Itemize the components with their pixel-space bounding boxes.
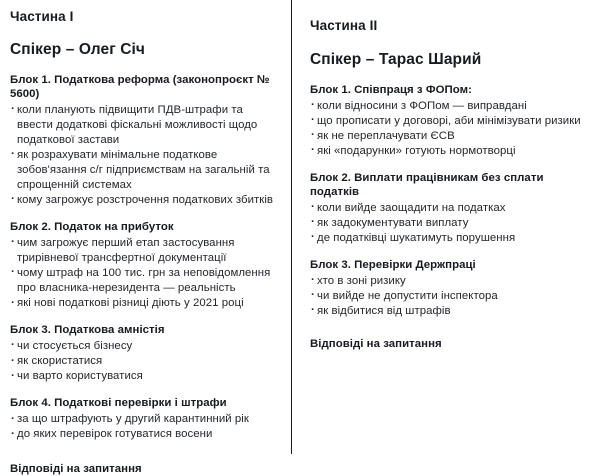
program-column-part-1	[0, 0, 291, 476]
block-heading: Блок 4. Податкові перевірки і штрафи	[10, 397, 227, 410]
list-item: · чому штраф на 100 тис. грн за неповідомлення про власника-нерезидента — реальність	[10, 266, 279, 296]
block-heading: Блок 3. Перевірки Держпраці	[310, 258, 476, 271]
list-item: · за що штрафують у другий карантинний рік	[10, 412, 279, 427]
list-item: · чи стосується бізнесу	[10, 339, 279, 354]
list-item: · де податківці шукатимуть порушення	[310, 231, 590, 246]
program-column-part-2	[291, 0, 600, 454]
list-item: · які «подарунки» готують нормотворці	[310, 144, 590, 159]
list-item: · до яких перевірок готуватися восени	[10, 427, 279, 442]
program-block	[310, 84, 590, 159]
list-item: · як скористатися	[10, 354, 279, 369]
list-item: · хто в зоні ризику	[310, 274, 590, 289]
program-block	[10, 221, 279, 311]
program-block	[10, 74, 279, 208]
block-items	[310, 99, 590, 159]
block-heading: Блок 2. Податок на прибуток	[10, 220, 174, 233]
list-item: · як розрахувати мінімальне податкове зобов'язання с/г підприємствам на загальній та спрощенній системах	[10, 148, 279, 193]
list-item: · коли відносини з ФОПом — виправдані	[310, 99, 590, 114]
list-item: · кому загрожує розстрочення податкових збитків	[10, 193, 279, 208]
block-items	[310, 274, 590, 319]
list-item: · чи вийде не допустити інспектора	[310, 289, 590, 304]
block-items	[10, 103, 279, 208]
block-items	[10, 236, 279, 311]
program-block	[310, 259, 590, 319]
list-item: · чи варто користуватися	[10, 369, 279, 384]
part-title: Частина I	[10, 9, 74, 24]
program-block	[10, 397, 279, 442]
list-item: · як відбитися від штрафів	[310, 304, 590, 319]
part-title: Частина II	[310, 18, 378, 33]
list-item: · які нові податкові різниці діють у 2021 році	[10, 296, 279, 311]
block-heading: Блок 1. Податкова реформа (законопроєкт № 5600)	[10, 73, 270, 100]
column-divider	[291, 0, 292, 454]
block-items	[310, 201, 590, 246]
program-block	[310, 172, 590, 246]
block-heading: Блок 3. Податкова амністія	[10, 324, 165, 337]
closing-note: Відповіді на запитання	[10, 463, 142, 476]
speaker-title: Спікер – Тарас Шарий	[310, 51, 482, 69]
closing-note: Відповіді на запитання	[310, 337, 442, 350]
block-items	[10, 412, 279, 442]
program-block	[10, 324, 279, 384]
list-item: · як не переплачувати ЄСВ	[310, 129, 590, 144]
speaker-title: Спікер – Олег Січ	[10, 41, 146, 59]
block-items	[10, 339, 279, 384]
list-item: · коли планують підвищити ПДВ-штрафи та ввести додаткові фіскальні можливості щодо податкової застави	[10, 103, 279, 148]
block-heading: Блок 1. Співпраця з ФОПом:	[310, 83, 472, 96]
list-item: · що прописати у договорі, аби мінімізувати ризики	[310, 114, 590, 129]
list-item: · коли вийде заощадити на податках	[310, 201, 590, 216]
block-heading: Блок 2. Виплати працівникам без сплати податків	[310, 171, 544, 198]
list-item: · чим загрожує перший етап застосування трирівневої трансфертної документації	[10, 236, 279, 266]
list-item: · як задокументувати виплату	[310, 216, 590, 231]
